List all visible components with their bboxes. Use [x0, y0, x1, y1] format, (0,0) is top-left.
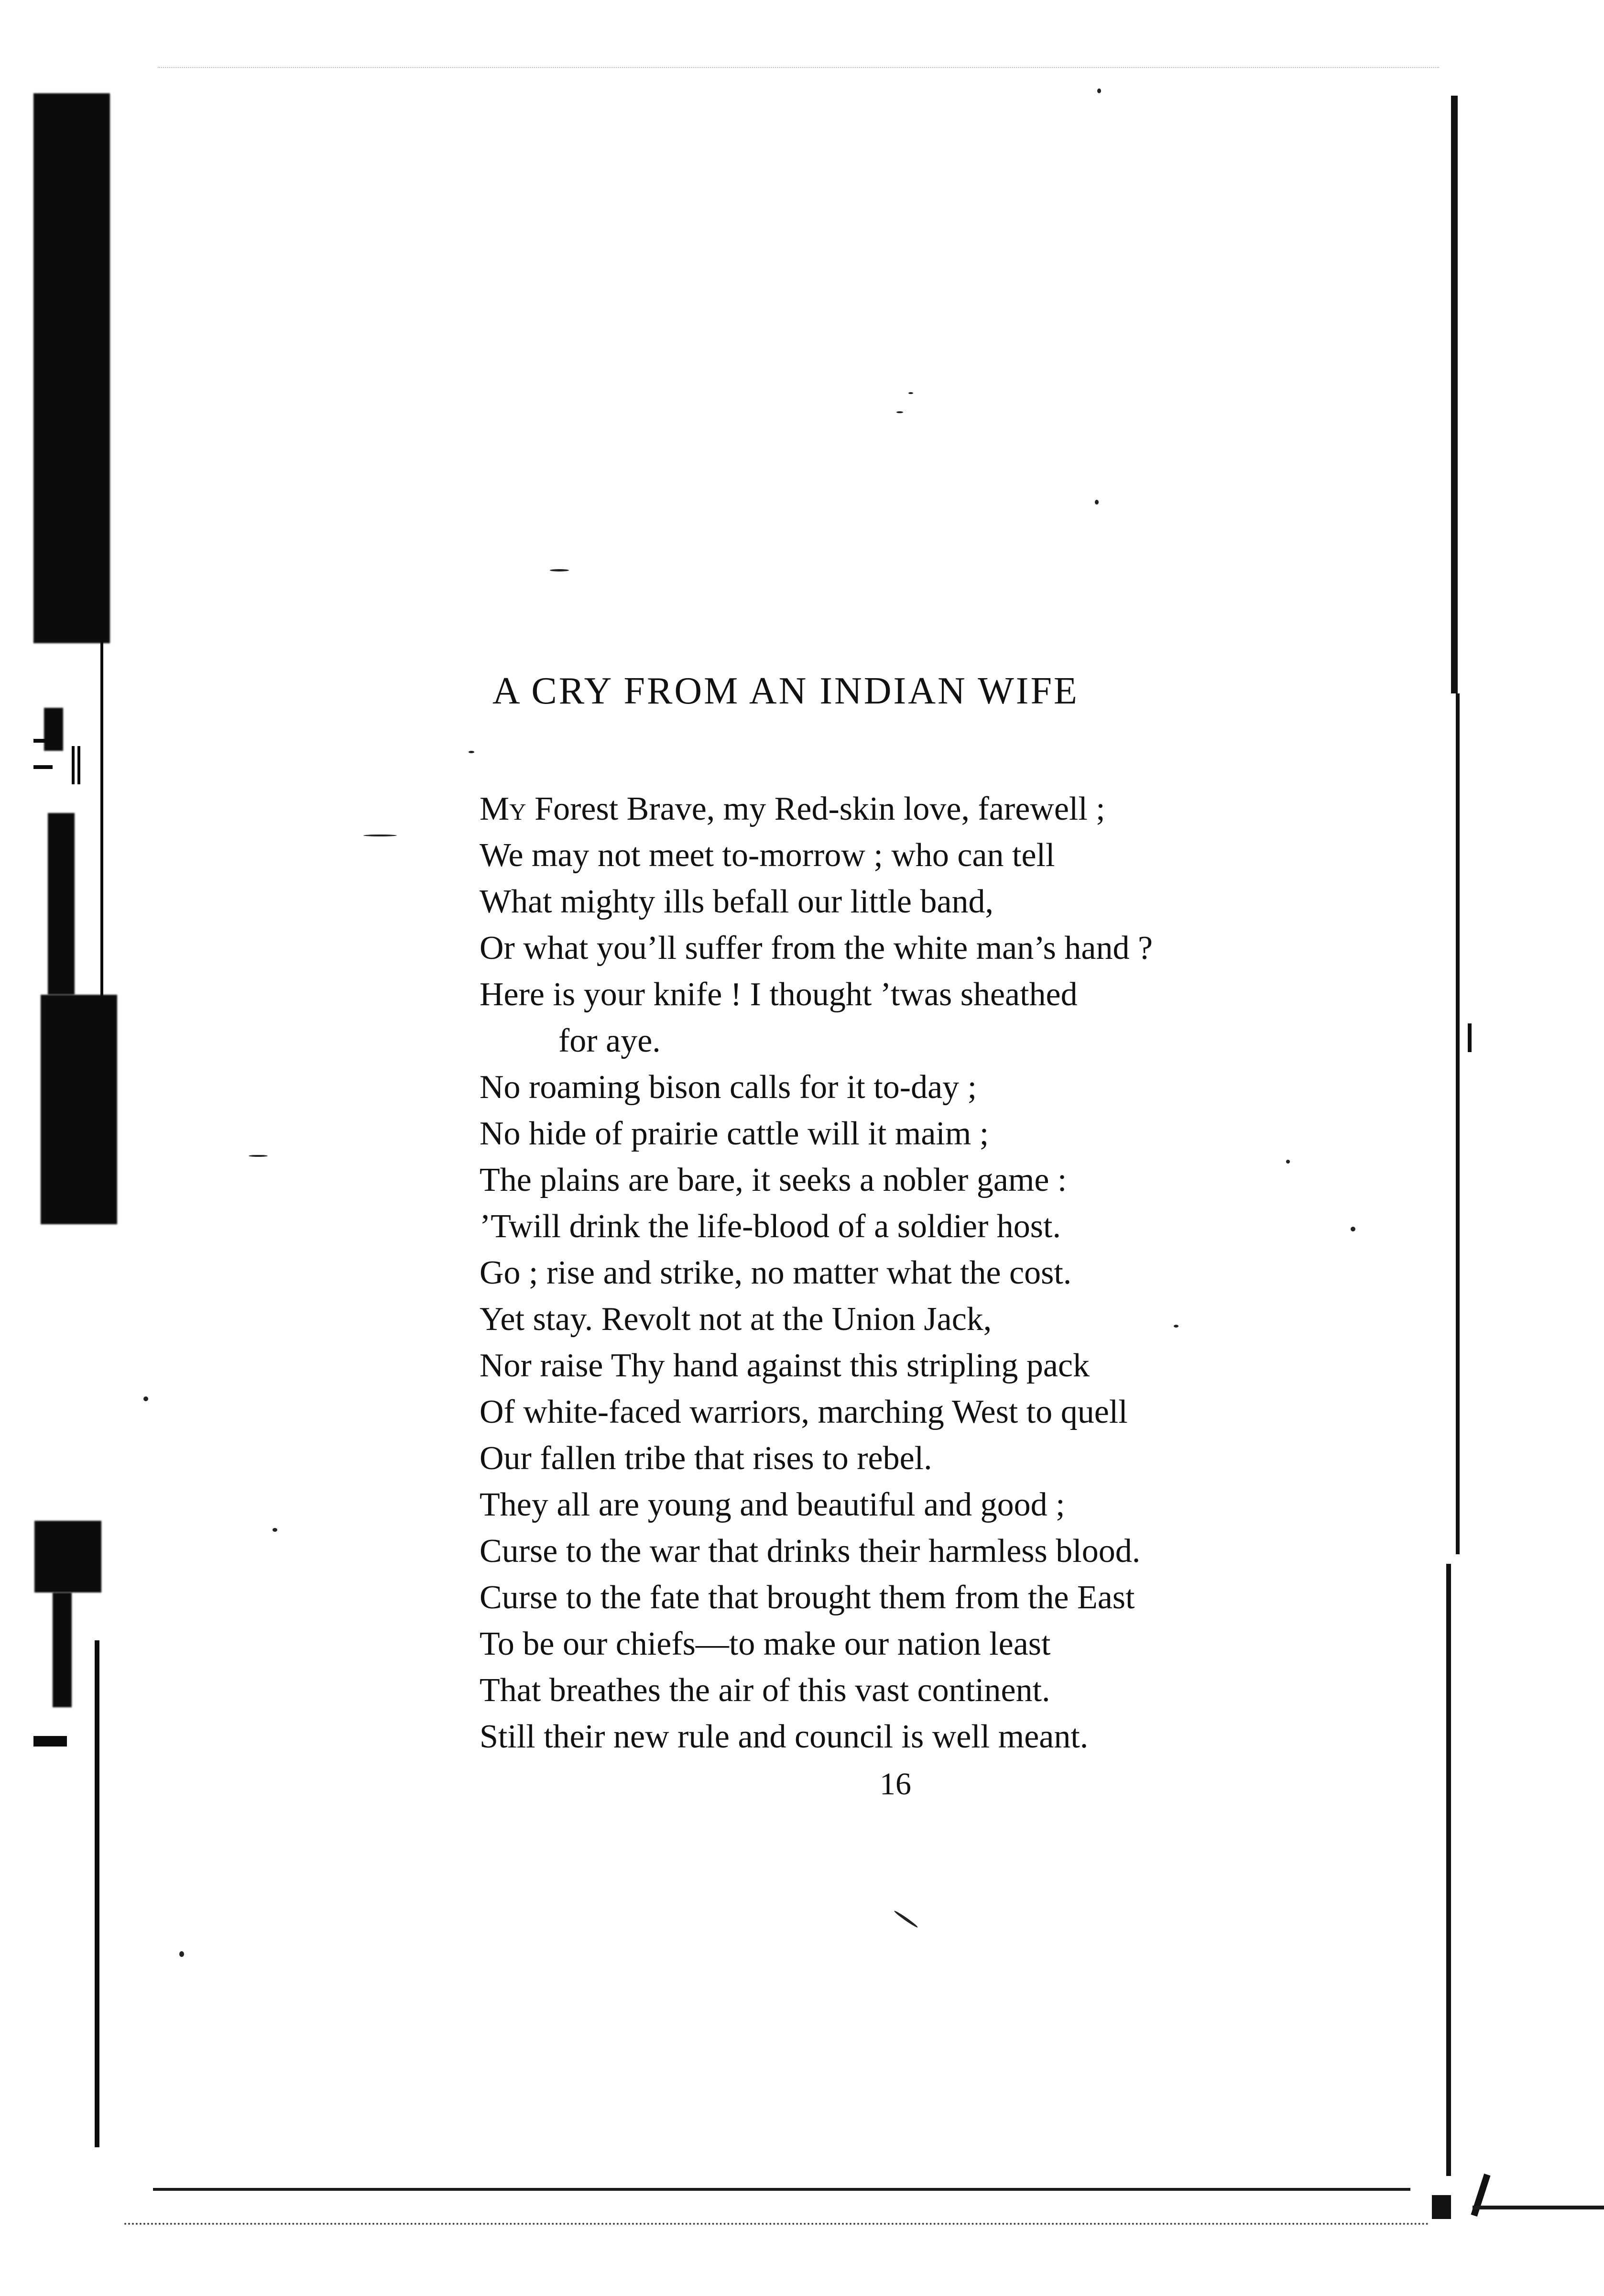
poem-line: No hide of prairie cattle will it maim ; [480, 1115, 989, 1152]
poem-line: No roaming bison calls for it to-day ; [480, 1069, 977, 1106]
poem-line: Curse to the fate that brought them from the East [480, 1579, 1135, 1616]
poem-line: Of white-faced warriors, marching West to quell [480, 1394, 1128, 1430]
first-line-rest: Forest Brave, my Red-skin love, farewell ; [526, 791, 1105, 827]
poem-line: Here is your knife ! I thought ’twas sheathed [480, 976, 1078, 1013]
poem-line: ’Twill drink the life-blood of a soldier host. [480, 1208, 1061, 1245]
small-caps-word: y [509, 791, 526, 827]
poem-line: Yet stay. Revolt not at the Union Jack, [480, 1301, 992, 1338]
poem-line: To be our chiefs—to make our nation least [480, 1626, 1051, 1662]
poem-line: Or what you’ll suffer from the white man’s hand ? [480, 930, 1153, 967]
drop-cap: M [480, 791, 510, 827]
page-number: 16 [880, 1767, 911, 1802]
poem-line: Our fallen tribe that rises to rebel. [480, 1440, 932, 1477]
poem-title: A CRY FROM AN INDIAN WIFE [492, 670, 1079, 712]
poem-line-continuation: for aye. [558, 1022, 661, 1059]
poem-line: They all are young and beautiful and good ; [480, 1486, 1065, 1523]
poem-line: Still their new rule and council is well meant. [480, 1718, 1089, 1755]
poem-line: Curse to the war that drinks their harmless blood. [480, 1533, 1141, 1570]
poem-line: Nor raise Thy hand against this stripling pack [480, 1347, 1090, 1384]
poem-line: The plains are bare, it seeks a nobler game : [480, 1162, 1067, 1198]
poem-line: Go ; rise and strike, no matter what the cost. [480, 1254, 1072, 1291]
poem-line: We may not meet to-morrow ; who can tell [480, 837, 1055, 874]
poem-body [480, 786, 1321, 1760]
poem-line: What mighty ills befall our little band, [480, 883, 994, 920]
poem-line [480, 786, 1321, 832]
poem-line: That breathes the air of this vast continent. [480, 1672, 1050, 1709]
